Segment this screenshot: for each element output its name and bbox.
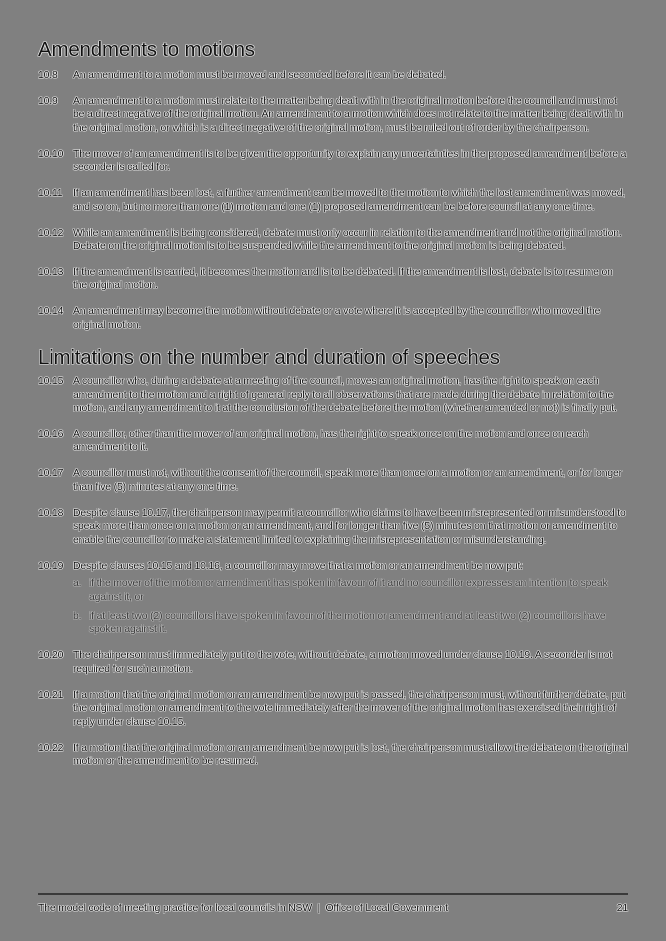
clause-number: 10.18 (38, 507, 64, 519)
clause-10-11 (38, 187, 628, 214)
clause-10-13 (38, 266, 628, 293)
clause-number: 10.17 (38, 468, 64, 480)
clause-10-12 (38, 227, 628, 254)
page-footer (38, 902, 628, 915)
clause-text: An amendment to a motion must relate to the matter being dealt with in the original motion before the council and must not be a direct negative of the original motion. An amendment to a motion which does not relate to the matter being dealt with in the original motion, or which is a direct negative of the original motion, must be ruled out of order by the chairperson. (73, 96, 623, 134)
clause-10-18 (38, 507, 628, 547)
clause-text: An amendment may become the motion without debate or a vote where it is accepted by the councillor who moved the original motion. (73, 306, 601, 331)
clause-text: If a motion that the original motion or an amendment be now put is lost, the chairperson must allow the debate on the original motion or the amendment to be resumed. (73, 742, 628, 767)
clause-10-8 (38, 69, 628, 82)
clause-number: 10.10 (38, 148, 64, 160)
clause-number: 10.22 (38, 742, 64, 754)
clause-text: If the amendment is carried, it becomes the motion and is to be debated. If the amendment is lost, debate is to resume on the original motion. (73, 267, 613, 292)
clause-10-17 (38, 467, 628, 494)
clause-sublist (73, 577, 628, 637)
footer-divider (38, 893, 628, 895)
clause-text: While an amendment is being considered, debate must only occur in relation to the amendment and not the original motion. Debate on the original motion is to be suspended while the amendment to the original motion is being debated. (73, 227, 622, 253)
clause-text: The mover of an amendment is to be given the opportunity to explain any uncertainties in the proposed amendment before a seconder is called for. (73, 148, 627, 174)
sublist-text: if the mover of the motion or amendment has spoken in favour of it and no councillor expresses an intention to speak against it, or (89, 578, 608, 603)
sublist-marker: b. (73, 610, 82, 622)
clause-text: Despite clauses 10.15 and 10.16, a councillor may move that a motion or an amendment be now put: (73, 560, 523, 572)
footer-text: The model code of meeting practice for local councils in NSW | Office of Local Government (38, 903, 448, 914)
clause-number: 10.13 (38, 267, 64, 279)
clause-10-16 (38, 428, 628, 455)
clause-10-9 (38, 95, 628, 135)
clause-number: 10.12 (38, 227, 64, 239)
clause-text: The chairperson must immediately put to the vote, without debate, a motion moved under clause 10.19. A seconder is not required for such a motion. (73, 650, 613, 675)
clause-number: 10.19 (38, 560, 64, 572)
clause-number: 10.8 (38, 70, 58, 81)
clause-10-20 (38, 649, 628, 676)
clause-number: 10.21 (38, 689, 64, 701)
clause-text: If an amendment has been lost, a further amendment can be moved to the motion to which the lost amendment was moved, and so on, but no more than one (1) motion and one (1) proposed amendment can be before council at any one time. (73, 188, 626, 213)
sublist-item-b (73, 610, 628, 637)
clause-10-22 (38, 742, 628, 769)
clause-text: If a motion that the original motion or an amendment be now put is passed, the chairperson must, without further debate, put the original motion or amendment to the vote immediately after the mover of the original motion has exercised their right of reply under clause 10.15. (73, 689, 626, 728)
sublist-marker: a. (73, 578, 82, 590)
clause-text: Despite clause 10.17, the chairperson may permit a councillor who claims to have been misrepresented or misunderstood to speak more than once on a motion or an amendment, and for longer than five (5) minutes on that motion or amendment to enable the councillor to make a statement limited to explaining the misrepresentation or misunderstanding. (73, 507, 626, 546)
section-heading-amendments: Amendments to motions (38, 38, 255, 61)
clause-number: 10.15 (38, 376, 64, 388)
page-number: 21 (616, 903, 628, 914)
clause-10-15 (38, 375, 628, 415)
clause-10-21 (38, 689, 628, 729)
clause-number: 10.14 (38, 306, 64, 318)
section-heading-speech-limits: Limitations on the number and duration of speeches (38, 346, 500, 370)
clause-text: A councillor, other than the mover of an original motion, has the right to speak once on the motion and once on each amendment to it. (73, 429, 589, 454)
clause-number: 10.16 (38, 429, 64, 441)
document-page (38, 38, 628, 781)
clause-10-10 (38, 148, 628, 175)
sublist-item-a (73, 577, 628, 604)
clause-number: 10.11 (38, 188, 63, 200)
clause-number: 10.20 (38, 650, 64, 662)
clause-10-19 (38, 560, 628, 637)
clause-text: A councillor must not, without the consent of the council, speak more than once on a motion or an amendment, or for longer than five (5) minutes at any one time. (73, 468, 622, 493)
clause-10-14 (38, 305, 628, 332)
clause-text: A councillor who, during a debate at a meeting of the council, moves an original motion, has the right to speak on each amendment to the motion and a right of general reply to all observations that are made during the debate in relation to the motion, and any amendment to it at the conclusion of the debate before the motion (whether amended or not) is finally put. (73, 376, 617, 415)
sublist-text: if at least two (2) councillors have spoken in favour of the motion or amendment and at least two (2) councillors have spoken against it. (89, 610, 606, 636)
clause-text: An amendment to a motion must be moved and seconded before it can be debated. (73, 70, 447, 81)
clause-number: 10.9 (38, 96, 58, 107)
clause-content (73, 560, 628, 637)
